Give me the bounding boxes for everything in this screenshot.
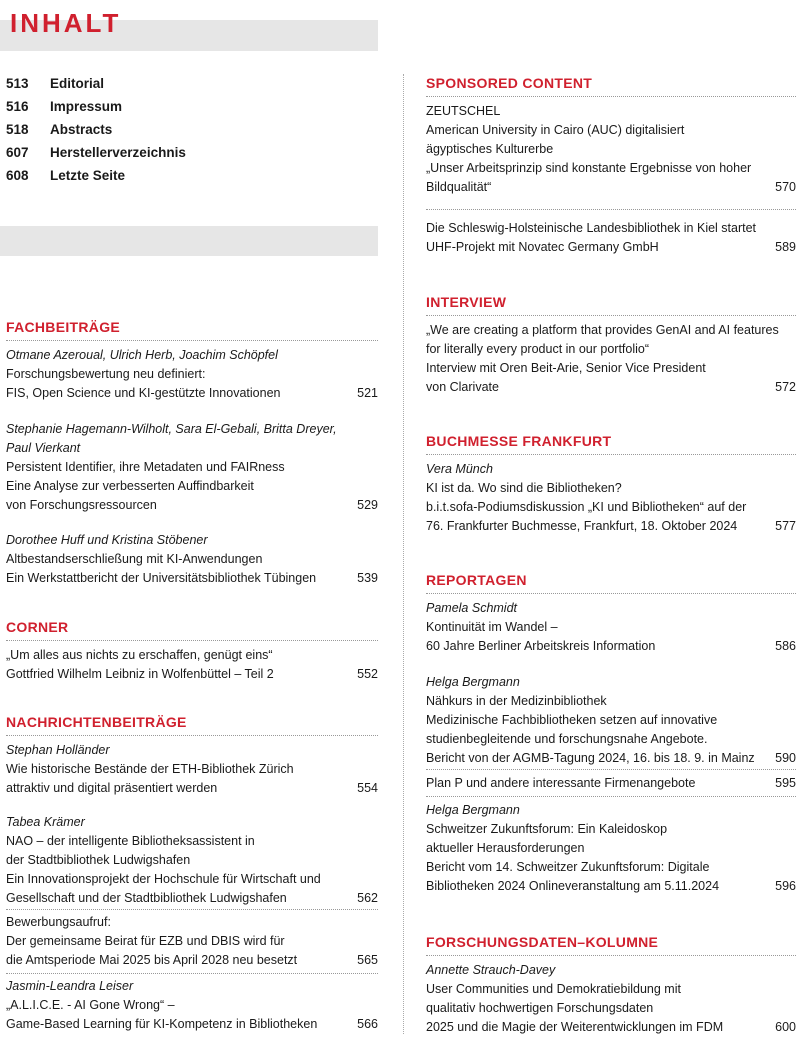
toc-entry[interactable] bbox=[6, 346, 378, 403]
entry-authors: Otmane Azeroual, Ulrich Herb, Joachim Schöpfel bbox=[6, 348, 278, 362]
page-number: 562 bbox=[357, 891, 378, 905]
entry-title-line: FIS, Open Science und KI-gestützte Innovationen bbox=[6, 386, 281, 400]
entry-title-line: „Unser Arbeitsprinzip sind konstante Ergebnisse von hoher bbox=[426, 161, 752, 175]
entry-authors: Tabea Krämer bbox=[6, 815, 85, 829]
toc-entry[interactable] bbox=[6, 646, 378, 684]
entry-authors: Paul Vierkant bbox=[6, 441, 81, 455]
page-title: INHALT bbox=[10, 8, 122, 38]
page-number: 516 bbox=[6, 99, 29, 114]
entry-authors: Dorothee Huff und Kristina Stöbener bbox=[6, 533, 208, 547]
entry-title-line: Persistent Identifier, ihre Metadaten und FAIRness bbox=[6, 460, 285, 474]
entry-title-line: „We are creating a platform that provides GenAI and AI features bbox=[426, 323, 779, 337]
toc-entry[interactable] bbox=[426, 321, 796, 397]
entry-title-line: von Forschungsressourcen bbox=[6, 498, 157, 512]
entry-title-line: for literally every product in our portfolio“ bbox=[426, 342, 650, 356]
entry-title-line: Schweitzer Zukunftsforum: Ein Kaleidoskop bbox=[426, 822, 668, 836]
entry-authors: Jasmin-Leandra Leiser bbox=[6, 979, 134, 993]
entry-separator bbox=[426, 209, 796, 210]
entry-title-line: b.i.t.sofa-Podiumsdiskussion „KI und Bibliotheken“ auf der bbox=[426, 500, 747, 514]
page-number: 589 bbox=[775, 240, 796, 254]
entry-title-line: von Clarivate bbox=[426, 380, 499, 394]
entry-title-line: Gesellschaft und der Stadtbibliothek Ludwigshafen bbox=[6, 891, 287, 905]
page-number: 539 bbox=[357, 571, 378, 585]
entry-title-line: Kontinuität im Wandel – bbox=[426, 620, 558, 634]
page-number: 595 bbox=[775, 776, 796, 790]
entry-separator bbox=[426, 769, 796, 770]
entry-authors: Pamela Schmidt bbox=[426, 601, 518, 615]
entry-title-line: der Stadtbibliothek Ludwigshafen bbox=[6, 853, 191, 867]
toc-entry[interactable] bbox=[426, 801, 796, 896]
toc-entry[interactable] bbox=[6, 741, 378, 798]
section-heading-reportagen: REPORTAGEN bbox=[426, 571, 796, 594]
page-number: 608 bbox=[6, 168, 29, 183]
short-contents-list bbox=[6, 72, 306, 187]
toc-entry[interactable] bbox=[6, 420, 378, 515]
entry-title-line: Bildqualität“ bbox=[426, 180, 492, 194]
page-number: 600 bbox=[775, 1020, 796, 1034]
toc-entry[interactable] bbox=[6, 531, 378, 588]
entry-title-line: Ein Innovationsprojekt der Hochschule für Wirtschaft und bbox=[6, 872, 321, 886]
page-number: 566 bbox=[357, 1017, 378, 1031]
entry-title-line: Altbestandserschließung mit KI-Anwendungen bbox=[6, 552, 263, 566]
entry-authors: Annette Strauch-Davey bbox=[426, 963, 556, 977]
entry-title-line: Gottfried Wilhelm Leibniz in Wolfenbüttel – Teil 2 bbox=[6, 667, 274, 681]
list-item[interactable] bbox=[6, 95, 306, 118]
entry-authors: Helga Bergmann bbox=[426, 675, 520, 689]
page-number: 513 bbox=[6, 76, 29, 91]
page-number: 586 bbox=[775, 639, 796, 653]
entry-title-line: Game-Based Learning für KI-Kompetenz in Bibliotheken bbox=[6, 1017, 318, 1031]
section-heading-forschungsdaten: FORSCHUNGSDATEN–KOLUMNE bbox=[426, 933, 796, 956]
entry-separator bbox=[6, 909, 378, 910]
entry-title-line: die Amtsperiode Mai 2025 bis April 2028 neu besetzt bbox=[6, 953, 298, 967]
toc-entry[interactable] bbox=[6, 977, 378, 1034]
entry-title-line: Nähkurs in der Medizinbibliothek bbox=[426, 694, 607, 708]
entry-separator bbox=[426, 796, 796, 797]
entry-title-line: „A.L.I.C.E. - AI Gone Wrong“ – bbox=[6, 998, 175, 1012]
entry-title-line: User Communities und Demokratiebildung mit bbox=[426, 982, 681, 996]
section-heading-nachrichtenbeitraege: NACHRICHTENBEITRÄGE bbox=[6, 713, 378, 736]
item-label: Letzte Seite bbox=[50, 168, 126, 183]
entry-title-line: 76. Frankfurter Buchmesse, Frankfurt, 18. Oktober 2024 bbox=[426, 519, 738, 533]
entry-title-line: ZEUTSCHEL bbox=[426, 104, 501, 118]
toc-entry[interactable] bbox=[426, 673, 796, 768]
section-heading-sponsored-content: SPONSORED CONTENT bbox=[426, 74, 796, 97]
section-heading-interview: INTERVIEW bbox=[426, 293, 796, 316]
entry-title-line: 2025 und die Magie der Weiterentwicklungen im FDM bbox=[426, 1020, 724, 1034]
list-item[interactable] bbox=[6, 141, 306, 164]
entry-title-line: Bibliotheken 2024 Onlineveranstaltung am 5.11.2024 bbox=[426, 879, 720, 893]
toc-entry[interactable] bbox=[426, 599, 796, 656]
page-number: 565 bbox=[357, 953, 378, 967]
entry-title-line: Wie historische Bestände der ETH-Bibliothek Zürich bbox=[6, 762, 294, 776]
entry-title-line: Der gemeinsame Beirat für EZB und DBIS wird für bbox=[6, 934, 285, 948]
page-number: 529 bbox=[357, 498, 378, 512]
page-number: 596 bbox=[775, 879, 796, 893]
toc-entry[interactable] bbox=[426, 102, 796, 197]
page-number: 590 bbox=[775, 751, 796, 765]
entry-title-line: Bericht von der AGMB-Tagung 2024, 16. bis 18. 9. in Mainz bbox=[426, 751, 755, 765]
entry-title-line: NAO – der intelligente Bibliotheksassistent in bbox=[6, 834, 255, 848]
item-label: Editorial bbox=[50, 76, 105, 91]
entry-title-line: Die Schleswig-Holsteinische Landesbibliothek in Kiel startet bbox=[426, 221, 757, 235]
entry-title-line: KI ist da. Wo sind die Bibliotheken? bbox=[426, 481, 622, 495]
entry-title-line: attraktiv und digital präsentiert werden bbox=[6, 781, 218, 795]
entry-title-line: Bericht vom 14. Schweitzer Zukunftsforum: Digitale bbox=[426, 860, 710, 874]
entry-title-line: Ein Werkstattbericht der Universitätsbibliothek Tübingen bbox=[6, 571, 317, 585]
page-number: 554 bbox=[357, 781, 378, 795]
list-item[interactable] bbox=[6, 164, 306, 187]
toc-entry[interactable] bbox=[426, 774, 796, 793]
toc-entry[interactable] bbox=[426, 961, 796, 1037]
section-heading-corner: CORNER bbox=[6, 618, 378, 641]
entry-title-line: studienbegleitende und forschungsnahe Angebote. bbox=[426, 732, 708, 746]
item-label: Abstracts bbox=[50, 122, 113, 137]
entry-authors: Stephanie Hagemann-Wilholt, Sara El-Gebali, Britta Dreyer, bbox=[6, 422, 337, 436]
page-number: 521 bbox=[357, 386, 378, 400]
entry-title-line: Eine Analyse zur verbesserten Auffindbarkeit bbox=[6, 479, 254, 493]
entry-title-line: American University in Cairo (AUC) digitalisiert bbox=[426, 123, 685, 137]
entry-title-line: „Um alles aus nichts zu erschaffen, genügt eins“ bbox=[6, 648, 273, 662]
entry-title-line: Bewerbungsaufruf: bbox=[6, 915, 111, 929]
toc-entry[interactable] bbox=[6, 813, 378, 908]
page-number: 518 bbox=[6, 122, 29, 137]
entry-authors: Vera Münch bbox=[426, 462, 493, 476]
grey-band bbox=[0, 226, 378, 256]
entry-title-line: qualitativ hochwertigen Forschungsdaten bbox=[426, 1001, 654, 1015]
entry-title-line: Plan P und andere interessante Firmenangebote bbox=[426, 776, 696, 790]
entry-title-line: UHF-Projekt mit Novatec Germany GmbH bbox=[426, 240, 659, 254]
section-heading-fachbeitraege: FACHBEITRÄGE bbox=[6, 318, 378, 341]
list-item[interactable] bbox=[6, 72, 306, 95]
entry-title-line: 60 Jahre Berliner Arbeitskreis Information bbox=[426, 639, 656, 653]
list-item[interactable] bbox=[6, 118, 306, 141]
toc-entry[interactable] bbox=[426, 460, 796, 536]
entry-title-line: Medizinische Fachbibliotheken setzen auf innovative bbox=[426, 713, 718, 727]
page-number: 577 bbox=[775, 519, 796, 533]
section-heading-buchmesse: BUCHMESSE FRANKFURT bbox=[426, 432, 796, 455]
toc-entry[interactable] bbox=[426, 219, 796, 257]
entry-authors: Helga Bergmann bbox=[426, 803, 520, 817]
page-number: 570 bbox=[775, 180, 796, 194]
entry-title-line: ägyptisches Kulturerbe bbox=[426, 142, 554, 156]
page-number: 552 bbox=[357, 667, 378, 681]
item-label: Impressum bbox=[50, 99, 123, 114]
entry-title-line: aktueller Herausforderungen bbox=[426, 841, 585, 855]
column-divider bbox=[403, 74, 404, 1034]
page-number: 607 bbox=[6, 145, 29, 160]
item-label: Herstellerverzeichnis bbox=[50, 145, 186, 160]
page-number: 572 bbox=[775, 380, 796, 394]
entry-separator bbox=[6, 973, 378, 974]
entry-authors: Stephan Holländer bbox=[6, 743, 110, 757]
entry-title-line: Interview mit Oren Beit-Arie, Senior Vice President bbox=[426, 361, 706, 375]
toc-entry[interactable] bbox=[6, 913, 378, 970]
entry-title-line: Forschungsbewertung neu definiert: bbox=[6, 367, 206, 381]
